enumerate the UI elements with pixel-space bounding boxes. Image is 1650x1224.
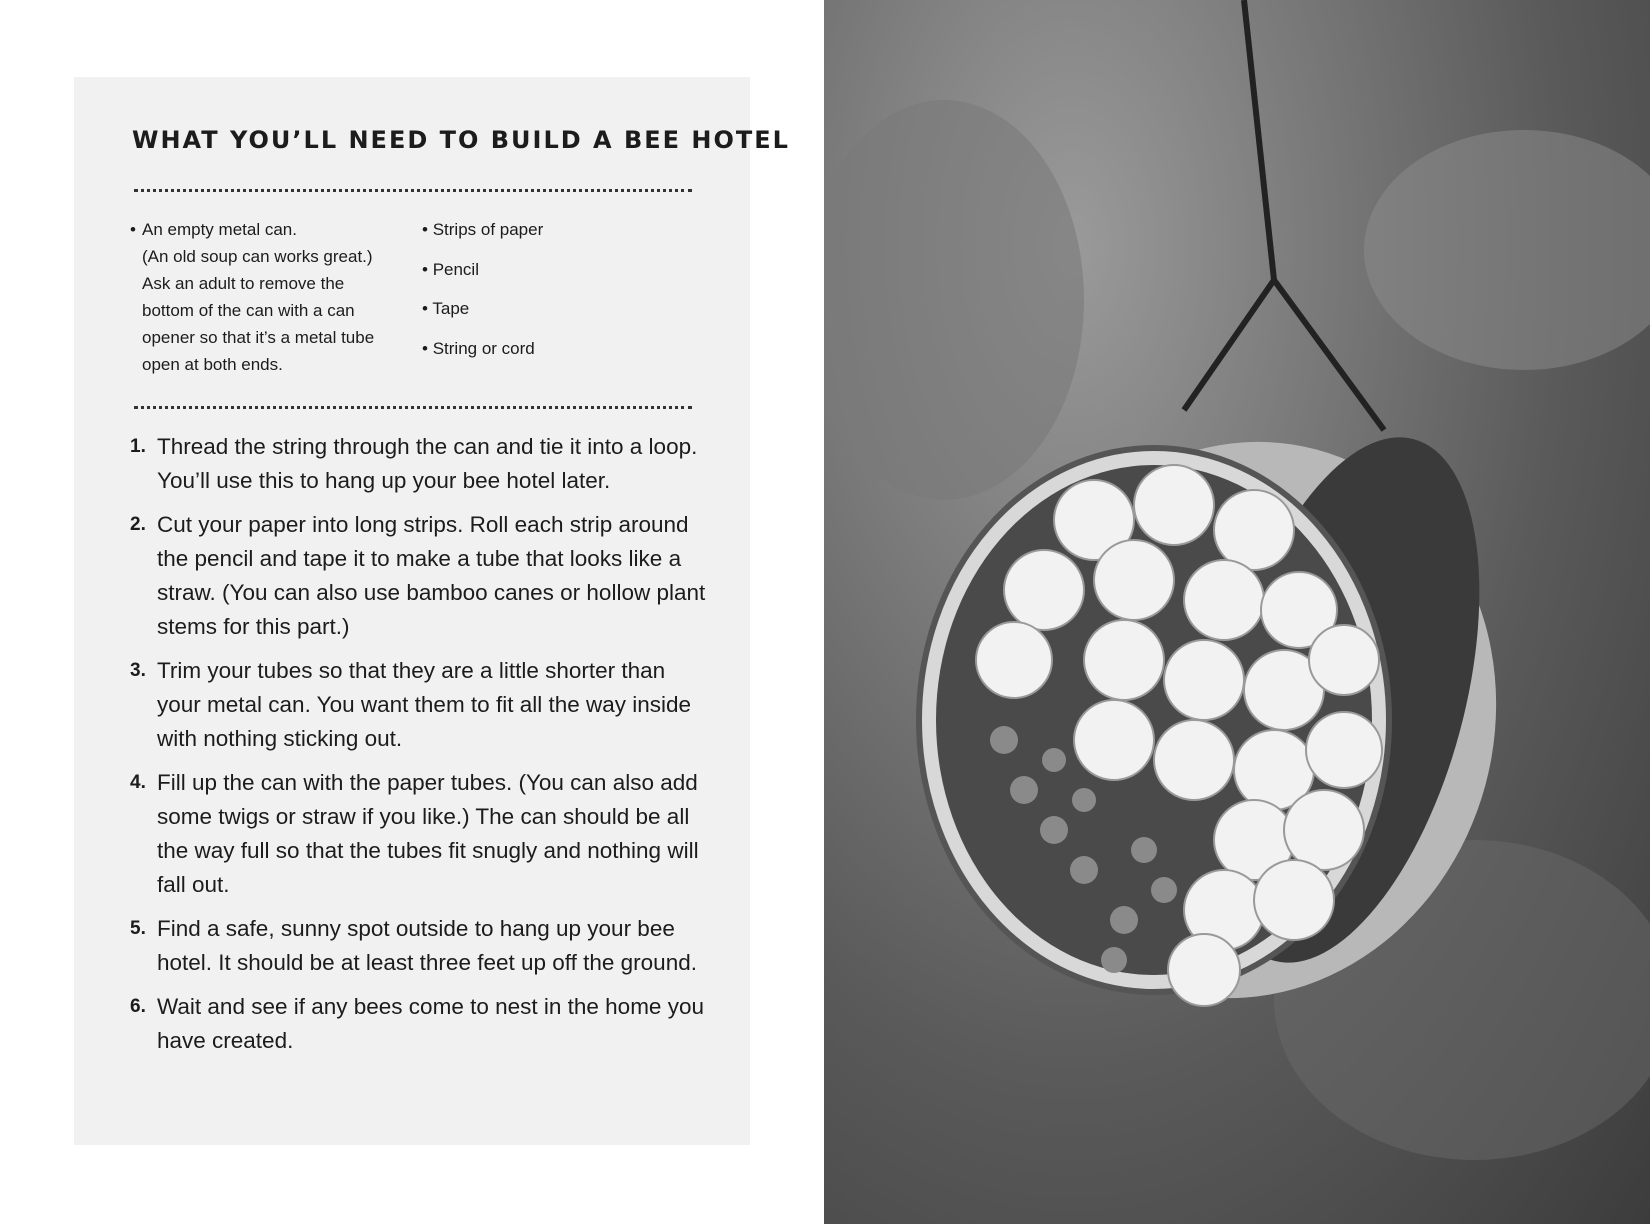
step-item <box>130 990 710 1058</box>
material-line: open at both ends. <box>142 355 283 374</box>
bullet: • <box>422 338 428 358</box>
dotted-divider <box>134 406 692 409</box>
material-line: (An old soup can works great.) <box>142 247 373 266</box>
material-line: opener so that it’s a metal tube <box>142 328 375 347</box>
material-item <box>422 335 543 375</box>
materials-list-right <box>422 216 543 374</box>
material-label: Tape <box>432 299 470 318</box>
material-line: bottom of the can with a can <box>142 301 355 320</box>
material-item <box>422 216 543 256</box>
bee-hotel-photo <box>824 0 1650 1224</box>
bullet: • <box>130 220 136 239</box>
step-text: Find a safe, sunny spot outside to hang up your bee hotel. It should be at least three feet up off the ground. <box>157 916 697 975</box>
bullet: • <box>422 220 428 239</box>
step-text: Cut your paper into long strips. Roll each strip around the pencil and tape it to make a tube that looks like a straw. (You can also use bamboo canes or hollow plant stems for this part.) <box>157 512 706 639</box>
step-item <box>130 508 710 644</box>
dotted-divider <box>134 189 692 192</box>
material-item <box>422 295 543 335</box>
bullet: • <box>422 299 428 318</box>
step-item <box>130 912 710 980</box>
page-title: WHAT YOU’LL NEED TO BUILD A BEE HOTEL <box>132 126 790 154</box>
materials-list-left <box>130 216 400 378</box>
material-label: Strips of paper <box>432 220 544 239</box>
material-item <box>422 256 543 296</box>
bullet: • <box>422 259 428 279</box>
step-item <box>130 766 710 902</box>
material-label: Pencil <box>432 259 479 279</box>
step-number: 3. <box>130 660 146 681</box>
step-text: Trim your tubes so that they are a little shorter than your metal can. You want them to fit all the way inside with nothing sticking out. <box>157 658 692 751</box>
step-number: 2. <box>130 514 146 535</box>
bee-hotel-illustration <box>824 0 1650 1224</box>
step-number: 1. <box>130 436 146 457</box>
material-label: String or cord <box>432 338 535 358</box>
material-line: An empty metal can. <box>142 220 297 239</box>
step-number: 5. <box>130 918 146 939</box>
step-text: Wait and see if any bees come to nest in the home you have created. <box>157 994 704 1053</box>
steps-list <box>130 430 710 1068</box>
material-line: Ask an adult to remove the <box>142 274 345 293</box>
step-item <box>130 430 710 498</box>
step-text: Thread the string through the can and tie it into a loop. You’ll use this to hang up your bee hotel later. <box>157 434 698 493</box>
step-number: 4. <box>130 772 146 793</box>
step-item <box>130 654 710 756</box>
step-number: 6. <box>130 996 146 1017</box>
step-text: Fill up the can with the paper tubes. (You can also add some twigs or straw if you like.) The can should be all the way full so that the tubes fit snugly and nothing will fall out. <box>157 770 699 897</box>
